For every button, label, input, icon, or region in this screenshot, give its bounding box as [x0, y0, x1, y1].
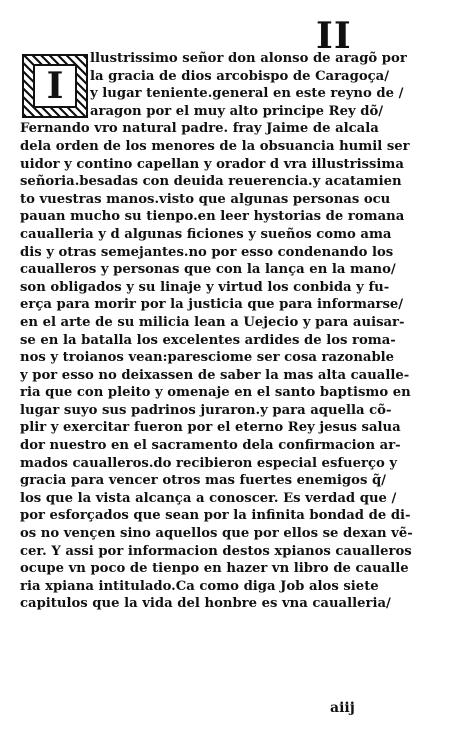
text-line: dela orden de los menores de la obsuancia humil ser: [20, 138, 410, 154]
text-line: os no vençen sino aquellos que por ellos se dexan vẽ-: [20, 526, 413, 542]
text-line: ria que con pleito y omenaje en el santo baptismo en: [20, 385, 411, 401]
text-line: aragon por el muy alto principe Rey dõ/: [90, 103, 384, 119]
text-line: lugar suyo sus padrinos juraron.y para aquella cõ-: [20, 402, 392, 418]
text-line: to vuestras manos.visto que algunas personas ocu: [20, 191, 391, 207]
text-line: dor nuestro en el sacramento dela confirmacion ar-: [20, 438, 401, 454]
text-line: pauan mucho su tienpo.en leer hystorias de romana: [20, 209, 405, 225]
text-line: por esforçados que sean por la infinita bondad de di-: [20, 508, 411, 524]
text-line: se en la batalla los excelentes ardides de los roma-: [20, 332, 396, 348]
text-line: la gracia de dios arcobispo de Caragoça/: [90, 68, 390, 84]
text-line: nos y troianos vean:paresciome ser cosa razonable: [20, 350, 395, 366]
text-line: los que la vista alcança a conoscer. Es verdad que /: [20, 490, 397, 506]
text-line: cer. Y assi por informacion destos xpianos caualleros: [20, 543, 412, 559]
text-line: mados caualleros.do recibieron especial esfuerço y: [20, 455, 398, 471]
text-line: y lugar teniente.general en este reyno de /: [90, 86, 404, 102]
text-line: uidor y contino capellan y orador d vra illustrissima: [20, 156, 404, 172]
signature-mark: aiij: [330, 700, 355, 716]
text-line: caualleria y d algunas ficiones y sueños como ama: [20, 226, 392, 242]
text-line: ria xpiana intitulado.Ca como diga Job alos siete: [20, 578, 379, 594]
text-line: y por esso no deixassen de saber la mas alta caualle-: [20, 367, 410, 383]
text-line: erça para morir por la justicia que para informarse/: [20, 297, 404, 313]
text-line: Fernando vro natural padre. fray Jaime de alcala: [20, 121, 379, 137]
text-line: caualleros y personas que con la lança en la mano/: [20, 262, 396, 278]
text-line: dis y otras semejantes.no por esso condenando los: [20, 244, 394, 260]
text-line: gracia para vencer otros mas fuertes enemigos q̃/: [20, 473, 386, 489]
text-line: son obligados y su linaje y virtud los conbida y fu-: [20, 279, 390, 295]
text-line: capitulos que la vida del honbre es vna caualleria/: [20, 596, 391, 612]
initial-letter: I: [46, 65, 64, 107]
text-line: en el arte de su milicia lean a Uejecio y para auisar-: [20, 314, 405, 330]
text-line: ocupe vn poco de tienpo en hazer vn libro de caualle: [20, 561, 409, 577]
text-line: plir y exercitar fueron por el eterno Rey jesus salua: [20, 420, 401, 436]
text-line: señoria.besadas con deuida reuerencia.y acatamien: [20, 174, 402, 190]
text-line: llustrissimo señor don alonso de aragõ por: [90, 51, 407, 66]
folio-number: II: [316, 15, 352, 57]
body-text: [20, 50, 422, 613]
